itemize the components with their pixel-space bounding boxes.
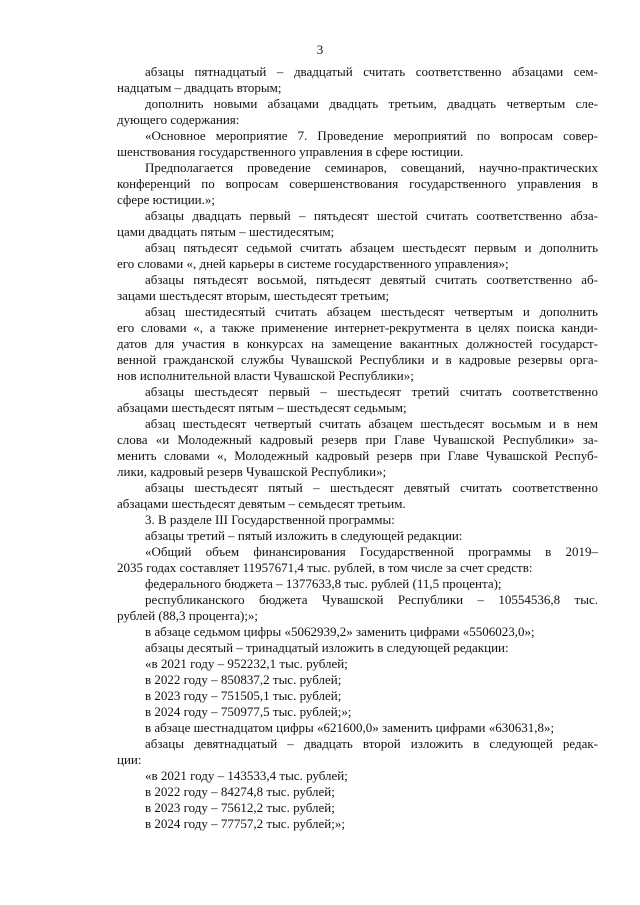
text-line: «Общий объем финансирования Государственной программы в 2019– <box>145 544 598 559</box>
text-line: цами двадцать пятым – шестидесятым; <box>117 224 335 239</box>
text-line: федерального бюджета – 1377633,8 тыс. рублей (11,5 процента); <box>145 576 502 591</box>
text-line: республиканского бюджета Чувашской Республики – 10554536,8 тыс. <box>145 592 598 607</box>
text-line: абзацы шестьдесят пятый – шестьдесят девятый считать соответственно <box>145 480 598 495</box>
text-line: рублей (88,3 процента);»; <box>117 608 259 623</box>
text-line: в 2024 году – 77757,2 тыс. рублей;»; <box>145 816 345 831</box>
text-line: его словами «, дней карьеры в системе государственного управления»; <box>117 256 509 271</box>
text-line: абзацами шестьдесят пятым – шестьдесят седьмым; <box>117 400 407 415</box>
text-line: зацами шестьдесят вторым, шестьдесят третьим; <box>117 288 390 303</box>
text-line: абзацы десятый – тринадцатый изложить в следующей редакции: <box>145 640 509 655</box>
text-line: в абзаце седьмом цифры «5062939,2» заменить цифрами «5506023,0»; <box>145 624 535 639</box>
text-line: дующего содержания: <box>117 112 240 127</box>
text-line: в абзаце шестнадцатом цифры «621600,0» заменить цифрами «630631,8»; <box>145 720 555 735</box>
text-line: «в 2021 году – 143533,4 тыс. рублей; <box>145 768 348 783</box>
text-line: абзацы третий – пятый изложить в следующей редакции: <box>145 528 463 543</box>
text-line: абзац шестидесятый считать абзацем шестьдесят четвертым и дополнить <box>145 304 598 319</box>
text-line: абзацы пятнадцатый – двадцатый считать соответственно абзацами сем- <box>145 64 598 79</box>
page-number: 3 <box>316 42 324 57</box>
text-line: шенствования государственного управления в сфере юстиции. <box>117 144 464 159</box>
text-line: нов исполнительной власти Чувашской Республики»; <box>117 368 414 383</box>
text-line: абзацы шестьдесят первый – шестьдесят третий считать соответственно <box>145 384 598 399</box>
text-line: в 2022 году – 84274,8 тыс. рублей; <box>145 784 335 799</box>
text-line: Предполагается проведение семинаров, совещаний, научно-практических <box>145 160 598 175</box>
text-line: 3. В разделе III Государственной программы: <box>145 512 395 527</box>
text-line: менить словами «, Молодежный кадровый резерв при Главе Чувашской Респуб- <box>117 448 598 463</box>
text-line: в 2023 году – 75612,2 тыс. рублей; <box>145 800 335 815</box>
text-line: «Основное мероприятие 7. Проведение мероприятий по вопросам совер- <box>145 128 598 143</box>
text-line: абзацами шестьдесят девятым – семьдесят третьим. <box>117 496 406 511</box>
text-line: его словами «, а также применение интернет-рекрутмента в целях поиска канди- <box>117 320 598 335</box>
text-line: ции: <box>117 752 142 767</box>
text-line: слова «и Молодежный кадровый резерв при Главе Чувашской Республики» за- <box>117 432 598 447</box>
text-line: датов для участия в конкурсах на замещение вакантных должностей государст- <box>117 336 598 351</box>
text-line: абзацы девятнадцатый – двадцать второй изложить в следующей редак- <box>145 736 598 751</box>
document-body <box>117 64 598 832</box>
text-line: надцатым – двадцать вторым; <box>117 80 282 95</box>
text-line: 2035 годах составляет 11957671,4 тыс. рублей, в том числе за счет средств: <box>117 560 533 575</box>
text-line: абзацы пятьдесят восьмой, пятьдесят девятый считать соответственно аб- <box>145 272 598 287</box>
text-line: дополнить новыми абзацами двадцать третьим, двадцать четвертым сле- <box>145 96 598 111</box>
text-line: абзац пятьдесят седьмой считать абзацем шестьдесят первым и дополнить <box>145 240 598 255</box>
text-line: в 2024 году – 750977,5 тыс. рублей;»; <box>145 704 352 719</box>
text-line: в 2023 году – 751505,1 тыс. рублей; <box>145 688 342 703</box>
text-line: венной гражданской службы Чувашской Республики и в кадровые резервы орга- <box>117 352 598 367</box>
text-line: в 2022 году – 850837,2 тыс. рублей; <box>145 672 342 687</box>
text-line: абзац шестьдесят четвертый считать абзацем шестьдесят восьмым и в нем <box>145 416 598 431</box>
text-line: сфере юстиции.»; <box>117 192 215 207</box>
text-line: абзацы двадцать первый – пятьдесят шестой считать соответственно абза- <box>145 208 598 223</box>
text-line: «в 2021 году – 952232,1 тыс. рублей; <box>145 656 348 671</box>
text-line: конференций по вопросам совершенствования государственного управления в <box>117 176 598 191</box>
text-line: лики, кадровый резерв Чувашской Республики»; <box>117 464 387 479</box>
